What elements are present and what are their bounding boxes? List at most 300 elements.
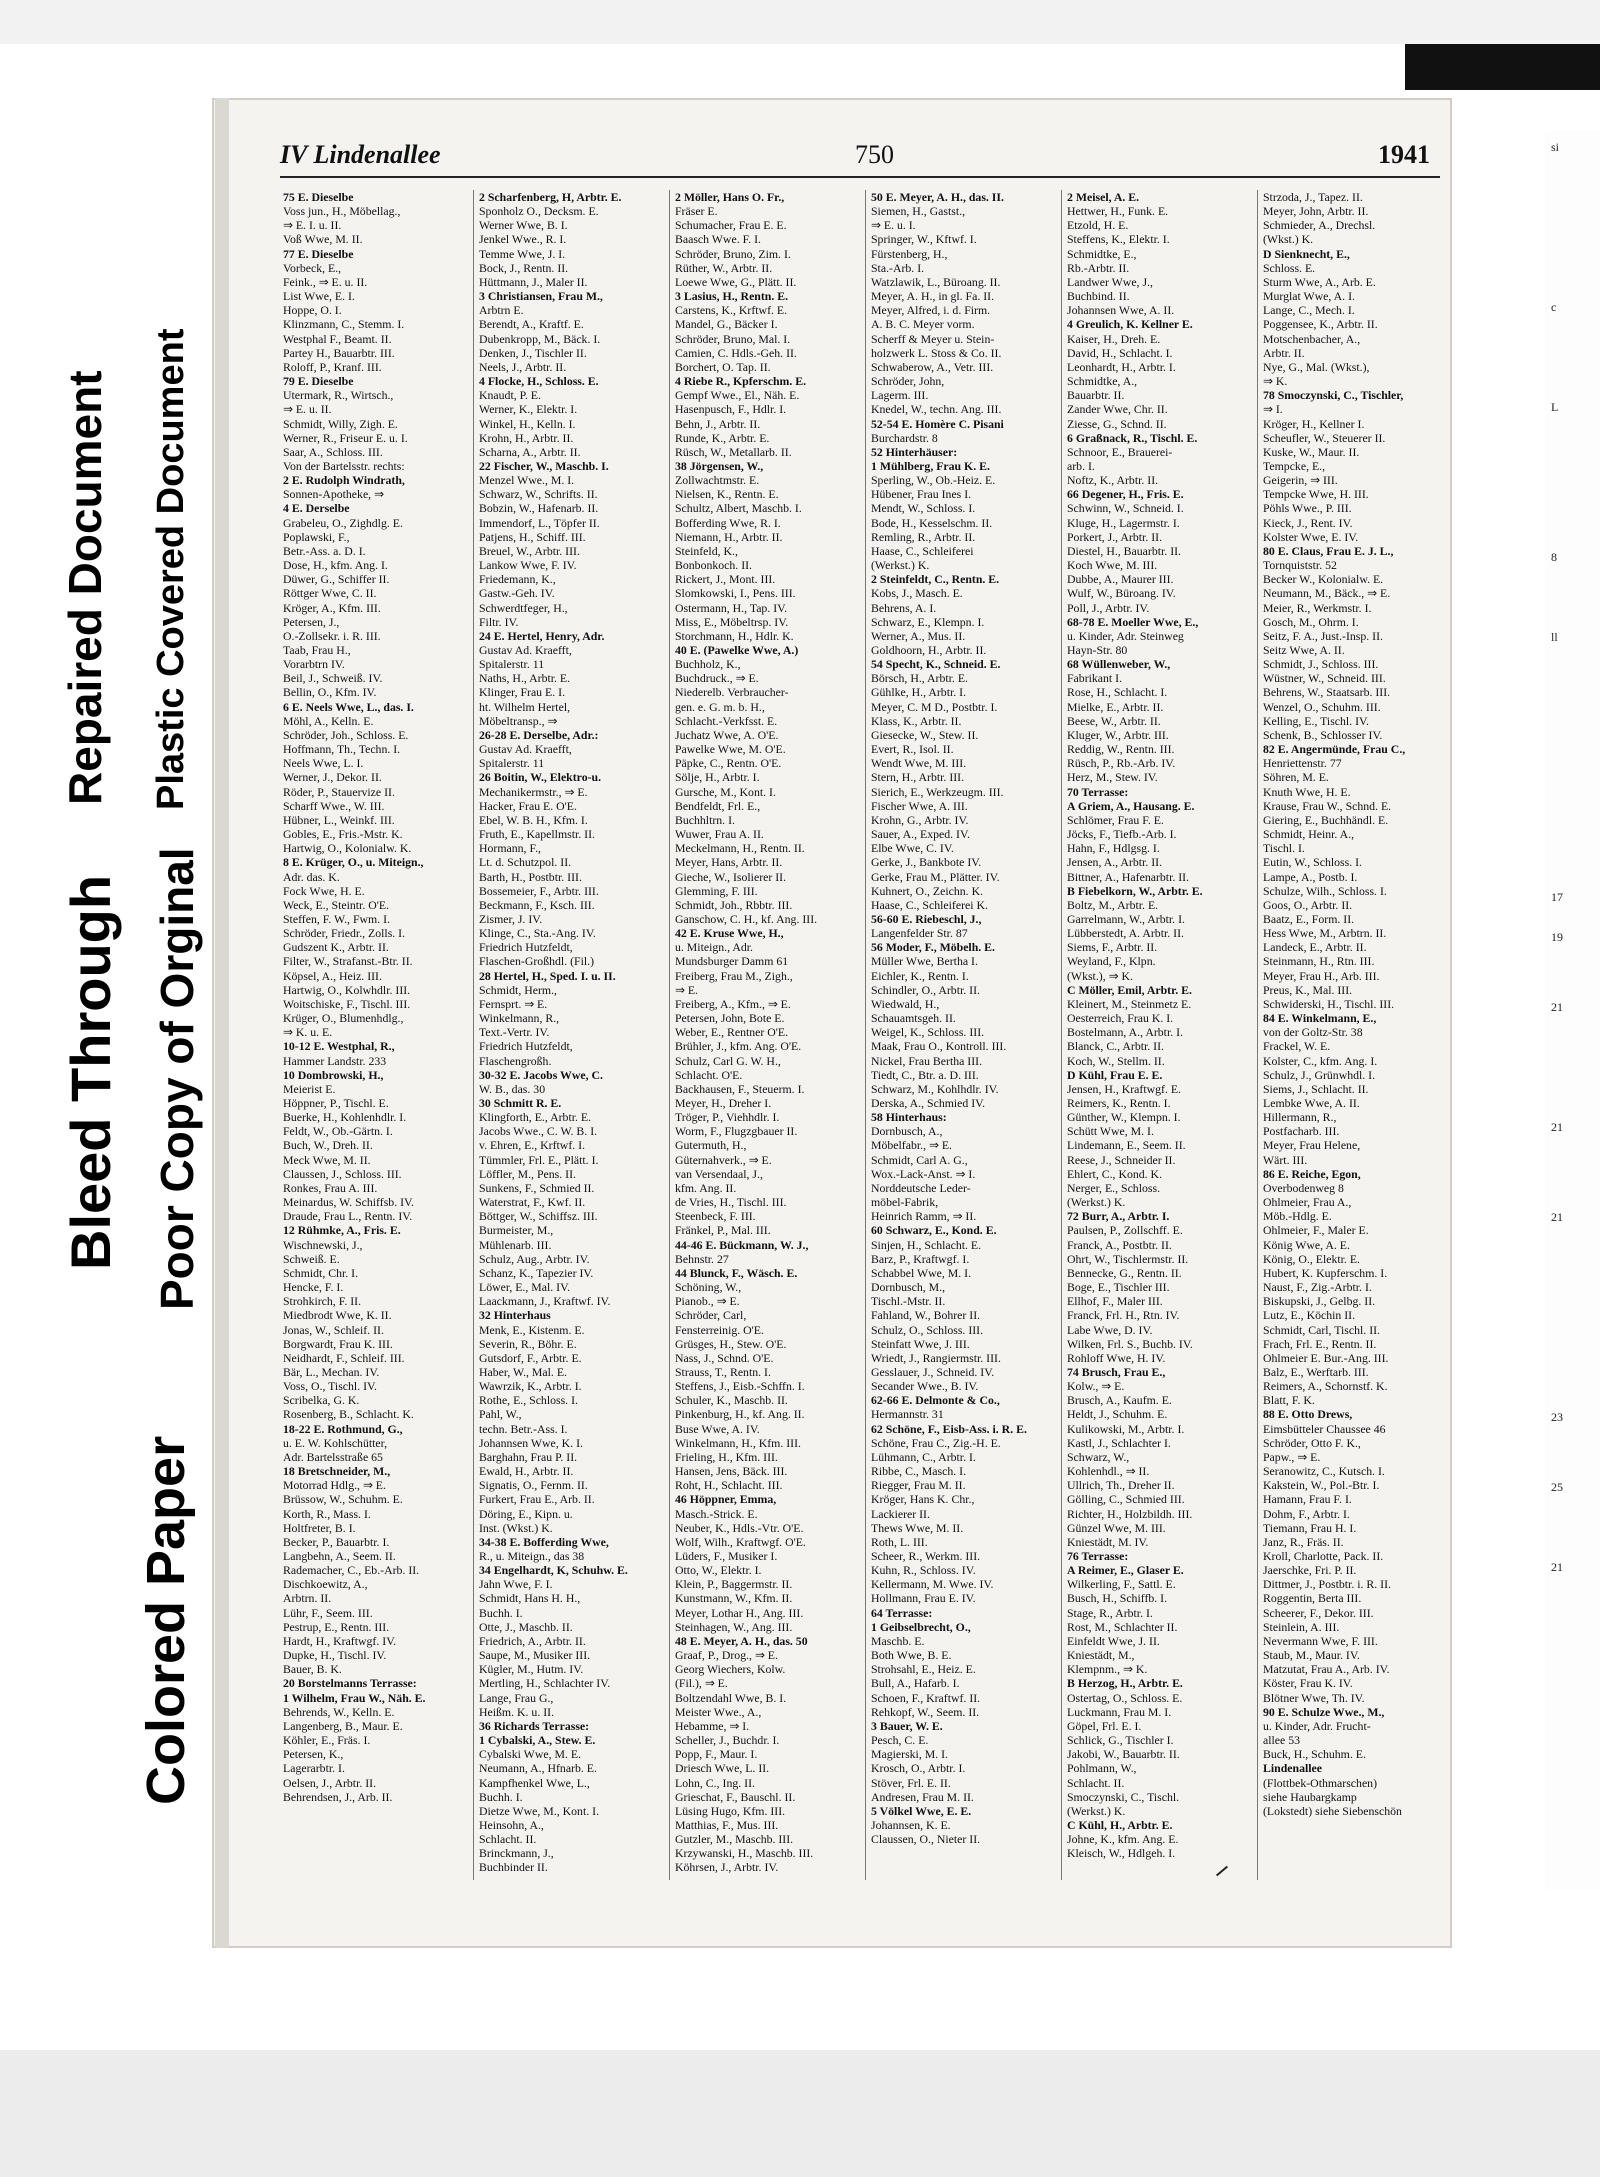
directory-entry: Hermannstr. 31 [871, 1407, 944, 1422]
directory-entry: Strzoda, J., Tapez. II. [1263, 190, 1363, 204]
directory-entry: Wulf, W., Büroang. IV. [1067, 586, 1176, 601]
directory-entry: Steffens, J., Eisb.-Schffn. I. [675, 1379, 805, 1394]
directory-entry: Schlacht. O'E. [675, 1067, 743, 1082]
directory-entry: Nielsen, K., Rentn. E. [675, 487, 779, 502]
directory-entry: Köhler, E., Fräs. I. [283, 1733, 371, 1748]
margin-fragment: 25 [1551, 1480, 1563, 1494]
directory-entry: Kleinert, M., Steinmetz E. [1067, 996, 1192, 1011]
directory-entry: Luckmann, Frau M. I. [1067, 1704, 1172, 1719]
directory-entry: Siemen, H., Gastst., [871, 204, 966, 219]
directory-entry: Maak, Frau O., Kontroll. III. [871, 1039, 1007, 1054]
directory-entry: Schöning, W., [675, 1280, 742, 1295]
directory-entry: Haase, C., Schleiferei K. [871, 897, 988, 912]
directory-entry: 32 Hinterhaus [479, 1308, 551, 1323]
directory-entry: Langbehn, A., Seem. II. [283, 1549, 396, 1563]
page-binding-edge [215, 98, 229, 1948]
directory-entry: Laackmann, J., Kraftwf. IV. [479, 1294, 611, 1309]
directory-entry: Hettwer, H., Funk. E. [1067, 204, 1169, 219]
directory-entry: Bauer, B. K. [283, 1662, 342, 1677]
directory-entry: Meierist E. [283, 1081, 336, 1096]
directory-entry: Krüger, O., Blumenhdlg., [283, 1011, 404, 1026]
directory-entry: Schmidt, Willy, Zigh. E. [283, 416, 398, 431]
directory-entry: 50 E. Meyer, A. H., das. II. [871, 190, 1004, 204]
directory-entry: Rohloff Wwe, H. IV. [1067, 1350, 1166, 1365]
directory-entry: Adr. Bartelsstraße 65 [283, 1449, 383, 1464]
directory-entry: 54 Specht, K., Schneid. E. [871, 657, 1001, 672]
directory-entry: Barghahn, Frau P. II. [479, 1449, 578, 1464]
directory-entry: Steenbeck, F. III. [675, 1209, 756, 1224]
directory-entry: Staub, M., Maur. IV. [1263, 1648, 1360, 1663]
directory-entry: Dornbusch, M., [871, 1280, 946, 1295]
directory-entry: 52-54 E. Homère C. Pisani [871, 416, 1004, 431]
directory-entry: Schoen, F., Kraftwf. II. [871, 1690, 981, 1705]
directory-entry: Schwarz, M., Kohlhdlr. IV. [871, 1081, 999, 1096]
directory-entry: Hacker, Frau E. O'E. [479, 798, 577, 813]
directory-entry: Rüsch, W., Metallarb. II. [675, 444, 792, 459]
directory-entry: gen. e. G. m. b. H., [675, 699, 765, 714]
margin-fragment: 21 [1551, 1000, 1563, 1014]
directory-entry: Buchhltrn. I. [675, 812, 735, 827]
directory-entry: Neumann, A., Hfnarb. E. [479, 1761, 597, 1776]
directory-entry: Kampfhenkel Wwe, L., [479, 1775, 590, 1790]
directory-entry: Juchatz Wwe, A. O'E. [675, 727, 779, 742]
directory-entry: Pawelke Wwe, M. O'E. [675, 742, 786, 757]
directory-entry: Leonhardt, H., Arbtr. I. [1067, 359, 1176, 374]
directory-entry: van Versendaal, J., [675, 1166, 763, 1181]
directory-entry: David, H., Schlacht. I. [1067, 345, 1173, 360]
directory-entry: Schindler, O., Arbtr. II. [871, 982, 980, 997]
directory-entry: A Griem, A., Hausang. E. [1067, 798, 1195, 813]
directory-entry: Blanck, C., Arbtr. II. [1067, 1039, 1164, 1054]
directory-entry: Schlömer, Frau F. E. [1067, 812, 1164, 827]
margin-fragment: c [1551, 300, 1557, 314]
directory-entry: Baasch Wwe. F. I. [675, 232, 761, 247]
directory-entry: Beese, W., Arbtr. II. [1067, 713, 1161, 728]
directory-entry: 1 Wilhelm, Frau W., Näh. E. [283, 1690, 426, 1705]
directory-entry: Koch, W., Stellm. II. [1067, 1053, 1165, 1068]
directory-entry: Kulikowski, M., Arbtr. I. [1067, 1421, 1185, 1436]
directory-entry: Becker W., Kolonialw. E. [1263, 572, 1384, 587]
directory-entry: 1 Mühlberg, Frau K. E. [871, 458, 990, 473]
directory-entry: Mendt, W., Schloss. I. [871, 501, 976, 516]
directory-entry: Scribelka, G. K. [283, 1393, 360, 1408]
directory-entry: 66 Degener, H., Fris. E. [1067, 487, 1184, 502]
directory-entry: 62 Schöne, F., Eisb-Ass. i. R. E. [871, 1421, 1027, 1436]
margin-fragment: 21 [1551, 1560, 1563, 1574]
directory-entry: Voss, O., Tischl. IV. [283, 1379, 377, 1394]
directory-entry: A Reimer, E., Glaser E. [1067, 1563, 1184, 1578]
directory-entry: Dittmer, J., Postbtr. i. R. II. [1263, 1577, 1391, 1592]
directory-entry: u. Kinder, Adr. Steinweg [1067, 628, 1184, 643]
directory-entry: Heldt, J., Schuhm. E. [1067, 1407, 1168, 1422]
directory-entry: Klinzmann, C., Stemm. I. [283, 317, 405, 332]
directory-entry: Gobles, E., Fris.-Mstr. K. [283, 827, 403, 842]
directory-entry: Geigerin, ⇒ III. [1263, 473, 1338, 488]
directory-entry: Poplawski, F., [283, 529, 350, 544]
directory-entry: 40 E. (Pawelke Wwe, A.) [675, 643, 799, 657]
directory-entry: Georg Wiechers, Kolw. [675, 1662, 786, 1677]
directory-entry: Meyer, Frau Helene, [1263, 1138, 1361, 1153]
directory-entry: 52 Hinterhäuser: [871, 444, 958, 459]
directory-entry: Partey H., Bauarbtr. III. [283, 345, 395, 360]
directory-entry: 4 E. Derselbe [283, 501, 350, 516]
directory-entry: Draude, Frau L., Rentn. IV. [283, 1209, 413, 1224]
directory-entry: W. B., das. 30 [479, 1081, 546, 1096]
directory-entry: Scheerer, F., Dekor. III. [1263, 1605, 1374, 1620]
directory-entry: Goldhoorn, H., Arbtr. II. [871, 643, 987, 657]
directory-entry: Buchh. I. [479, 1605, 523, 1620]
column-divider [669, 190, 670, 1880]
directory-entry: Janz, R., Fräs. II. [1263, 1534, 1344, 1549]
directory-entry: Schröder, Friedr., Zolls. I. [283, 926, 406, 941]
directory-entry: Kolw., ⇒ E. [1067, 1379, 1125, 1394]
directory-entry: Hoffmann, Th., Techn. I. [283, 742, 401, 757]
directory-entry: von der Goltz-Str. 38 [1263, 1025, 1363, 1040]
directory-entry: Elbe Wwe, C. IV. [871, 841, 954, 856]
directory-entry: Schöne, Frau C., Zig.-H. E. [871, 1435, 1001, 1450]
directory-entry: Johannsen Wwe, A. II. [1067, 303, 1175, 318]
directory-entry: Roht, H., Schlacht. III. [675, 1478, 783, 1493]
directory-entry: 56 Moder, F., Möbelh. E. [871, 940, 995, 955]
directory-entry: Schröder, Carl, [675, 1308, 747, 1323]
directory-entry: Jensen, A., Arbtr. II. [1067, 855, 1163, 870]
directory-entry: Lübberstedt, A. Arbtr. II. [1067, 926, 1184, 941]
directory-entry: 60 Schwarz, E., Kond. E. [871, 1223, 997, 1238]
directory-entry: Gieche, W., Isolierer II. [675, 869, 787, 884]
directory-entry: 26-28 E. Derselbe, Adr.: [479, 727, 599, 742]
directory-entry: Kroll, Charlotte, Pack. II. [1263, 1549, 1384, 1563]
directory-entry: Labe Wwe, D. IV. [1067, 1322, 1153, 1337]
directory-entry: u. Miteign., Adr. [675, 940, 753, 955]
directory-entry: Norddeutsche Leder- [871, 1180, 971, 1195]
directory-entry: 74 Brusch, Frau E., [1067, 1364, 1166, 1379]
directory-entry: Dietze Wwe, M., Kont. I. [479, 1803, 600, 1818]
directory-entry: Sonnen-Apotheke, ⇒ [283, 487, 384, 502]
directory-entry: Fernsprt. ⇒ E. [479, 996, 548, 1011]
directory-entry: Vorarbtrn IV. [283, 657, 345, 672]
directory-entry: Meier, R., Werkmstr. I. [1263, 600, 1372, 615]
directory-entry: Henriettenstr. 77 [1263, 756, 1342, 771]
directory-entry: 70 Terrasse: [1067, 784, 1129, 799]
directory-entry: Naust, F., Zig.-Arbtr. I. [1263, 1280, 1372, 1295]
directory-entry: 44 Blunck, F., Wäsch. E. [675, 1265, 798, 1280]
directory-entry: Meyer, H., Dreher I. [675, 1096, 772, 1110]
directory-entry: Gutzler, M., Maschb. III. [675, 1832, 794, 1847]
directory-entry: Baatz, E., Form. II. [1263, 911, 1355, 926]
directory-entry: Böttger, W., Schiffsz. III. [479, 1209, 598, 1224]
directory-entry: Garrelmann, W., Arbtr. I. [1067, 911, 1185, 926]
directory-entry: Johannsen, K. E. [871, 1817, 951, 1832]
column-4 [871, 190, 1057, 1880]
directory-entry: Bonbonkoch. II. [675, 558, 752, 573]
directory-entry: Meinardus, W. Schiffsb. IV. [283, 1195, 414, 1210]
directory-entry: u. E. W. Kohlschütter, [283, 1435, 388, 1450]
directory-entry: Nevermann Wwe, F. III. [1263, 1633, 1378, 1648]
directory-entry: Bock, J., Rentn. II. [479, 260, 569, 275]
directory-entry: Riegger, Frau M. II. [871, 1478, 966, 1493]
directory-entry: Schmidt, Carl, Tischl. II. [1263, 1322, 1380, 1337]
directory-entry: Wuwer, Frau A. II. [675, 827, 764, 842]
directory-entry: Runde, K., Arbtr. E. [675, 430, 770, 445]
directory-entry: Schultz, Albert, Maschb. I. [675, 501, 802, 516]
directory-entry: Poggensee, K., Arbtr. II. [1263, 317, 1378, 332]
directory-entry: Otte, J., Maschb. II. [479, 1619, 573, 1634]
directory-entry: Smoczynski, C., Tischl. [1067, 1789, 1180, 1804]
margin-fragment: 21 [1551, 1120, 1563, 1134]
directory-entry: Gempf Wwe., El., Näh. E. [675, 388, 800, 403]
directory-entry: Kröger, A., Kfm. III. [283, 600, 381, 615]
directory-entry: D Sienknecht, E., [1263, 246, 1350, 261]
directory-entry: Lutz, E., Köchin II. [1263, 1308, 1356, 1323]
directory-entry: 34-38 E. Bofferding Wwe, [479, 1534, 609, 1549]
directory-entry: Meyer, C. M D., Postbtr. I. [871, 699, 998, 714]
directory-entry: Waterstrat, F., Kwf. II. [479, 1195, 586, 1210]
directory-entry: Hebamme, ⇒ I. [675, 1718, 750, 1733]
scan-bottom-band [0, 2050, 1600, 2177]
directory-entry: Herz, M., Stew. IV. [1067, 770, 1158, 785]
directory-entry: Gerke, J., Bankbote IV. [871, 855, 982, 870]
directory-entry: Klinger, Frau E. I. [479, 685, 566, 700]
directory-entry: Lackierer II. [871, 1506, 930, 1521]
directory-entry: holzwerk L. Stoss & Co. II. [871, 345, 1002, 360]
directory-entry: Springer, W., Kftwf. I. [871, 232, 977, 247]
directory-entry: Schanz, K., Tapezier IV. [479, 1265, 594, 1280]
directory-entry: Wilken, Frl. S., Buchb. IV. [1067, 1336, 1193, 1351]
directory-entry: Köpsel, A., Heiz. III. [283, 968, 382, 983]
directory-entry: (Wkst.), ⇒ K. [1067, 968, 1133, 983]
directory-entry: Lohn, C., Ing. II. [675, 1775, 755, 1790]
directory-entry: König, O., Elektr. E. [1263, 1251, 1360, 1266]
directory-entry: Gesslauer, J., Schneid. IV. [871, 1364, 995, 1379]
column-6 [1263, 190, 1449, 1880]
directory-entry: Miedbrodt Wwe, K. II. [283, 1308, 392, 1323]
column-divider [473, 190, 474, 1880]
directory-entry: Flaschengroßh. [479, 1053, 552, 1068]
directory-entry: Inst. (Wkst.) K. [479, 1520, 553, 1535]
directory-entry: Schwarz, E., Klempn. I. [871, 614, 985, 629]
directory-entry: Scherff & Meyer u. Stein- [871, 331, 995, 346]
directory-entry: Gudszent K., Arbtr. II. [283, 940, 389, 955]
directory-entry: Petersen, J., [283, 614, 340, 629]
directory-entry: Voß Wwe, M. II. [283, 232, 363, 247]
directory-entry: Ewald, H., Arbtr. II. [479, 1464, 574, 1479]
directory-entry: (Werkst.) K. [871, 558, 930, 573]
directory-entry: Kohlenhdl., ⇒ II. [1067, 1464, 1150, 1479]
directory-entry: Claussen, O., Nieter II. [871, 1832, 981, 1847]
directory-entry: Jöcks, F., Tiefb.-Arb. I. [1067, 827, 1177, 842]
directory-entry: Bostelmann, A., Arbtr. I. [1067, 1025, 1183, 1040]
margin-fragment: 23 [1551, 1410, 1563, 1424]
directory-entry: Severin, R., Böhr. E. [479, 1336, 577, 1351]
directory-entry: Jaerschke, Fri. P. II. [1263, 1563, 1357, 1578]
directory-entry: ⇒ I. [1263, 402, 1283, 417]
directory-entry: Postfacharb. III. [1263, 1124, 1340, 1139]
directory-entry: Derska, A., Schmied IV. [871, 1096, 986, 1110]
directory-entry: Korth, R., Mass. I. [283, 1506, 371, 1521]
directory-entry: Meck Wwe, M. II. [283, 1152, 371, 1167]
margin-fragment: ll [1551, 630, 1558, 644]
directory-entry: Camien, C. Hdls.-Geh. II. [675, 345, 797, 360]
directory-entry: Rademacher, C., Eb.-Arb. II. [283, 1563, 420, 1578]
column-divider [865, 190, 866, 1880]
directory-entry: Tischl.-Mstr. II. [871, 1294, 946, 1309]
directory-entry: ⇒ E. u. II. [283, 402, 332, 417]
directory-entry: Behrends, W., Kelln. E. [283, 1704, 395, 1719]
directory-entry: Jonas, W., Schleif. II. [283, 1322, 384, 1337]
directory-entry: Arbtr. II. [1263, 345, 1305, 360]
directory-entry: Busch, H., Schiffb. I. [1067, 1591, 1168, 1606]
directory-entry: Glemming, F. III. [675, 883, 758, 898]
directory-entry: Buch, W., Dreh. II. [283, 1138, 373, 1153]
directory-entry: Jakobi, W., Bauarbtr. II. [1067, 1747, 1180, 1762]
directory-entry: (Fil.), ⇒ E. [675, 1676, 728, 1691]
directory-entry: Schmidt, J., Schloss. III. [1263, 657, 1379, 672]
directory-entry: Niemann, H., Arbtr. II. [675, 529, 783, 544]
directory-entry: Evert, R., Isol. II. [871, 742, 954, 757]
directory-entry: Krause, Frau W., Schnd. E. [1263, 798, 1392, 813]
directory-entry: Tischl. I. [1263, 841, 1305, 856]
directory-entry: Reimers, A., Schornstf. K. [1263, 1379, 1388, 1394]
directory-entry: Tornquiststr. 52 [1263, 558, 1337, 573]
directory-entry: Wüstner, W., Schneid. III. [1263, 671, 1386, 686]
directory-entry: 72 Burr, A., Arbtr. I. [1067, 1209, 1170, 1224]
directory-entry: Lankow Wwe, F. IV. [479, 558, 577, 573]
directory-entry: B Herzog, H., Arbtr. E. [1067, 1676, 1183, 1691]
directory-entry: Hartwig, O., Kolonialw. K. [283, 841, 412, 856]
directory-entry: Vorbeck, E., [283, 260, 342, 275]
directory-entry: Schröder, Bruno, Zim. I. [675, 246, 791, 261]
directory-entry: Steinfatt Wwe, J. III. [871, 1336, 970, 1351]
directory-entry: Lüders, F., Musiker I. [675, 1549, 778, 1563]
directory-entry: Naths, H., Arbtr. E. [479, 671, 571, 686]
directory-entry: Ronkes, Frau A. III. [283, 1180, 378, 1195]
directory-entry: Schulz, O., Schloss. III. [871, 1322, 984, 1337]
directory-entry: Kröger, H., Kellner I. [1263, 416, 1365, 431]
directory-entry: Schulz, J., Grünwhdl. I. [1263, 1067, 1376, 1082]
directory-entry: 12 Rühmke, A., Fris. E. [283, 1223, 401, 1238]
directory-entry: Behn, J., Arbtr. II. [675, 416, 761, 431]
directory-entry: Brühler, J., kfm. Ang. O'E. [675, 1039, 802, 1054]
column-5 [1067, 190, 1253, 1880]
directory-entry: Porkert, J., Arbtr. II. [1067, 529, 1163, 544]
directory-entry: Werner, A., Mus. II. [871, 628, 966, 643]
directory-entry: 90 E. Schulze Wwe., M., [1263, 1704, 1385, 1719]
directory-entry: Poll, J., Arbtr. IV. [1067, 600, 1150, 615]
directory-entry: Zollwachtmstr. E. [675, 473, 760, 488]
margin-fragment: L [1551, 400, 1559, 414]
label-plastic-covered: Plastic Covered Document [150, 328, 192, 810]
directory-entry: Kellermann, M. Wwe. IV. [871, 1577, 994, 1592]
margin-fragment: 17 [1551, 890, 1563, 904]
directory-entry: 10-12 E. Westphal, R., [283, 1039, 395, 1054]
directory-entry: Schumacher, Frau E. E. [675, 218, 787, 233]
directory-entry: Feldt, W., Ob.-Gärtn. I. [283, 1124, 393, 1139]
directory-entry: Matzutat, Frau A., Arb. IV. [1263, 1662, 1390, 1677]
directory-entry: Köhrsen, J., Arbtr. IV. [675, 1860, 779, 1875]
directory-entry: Friedrich Hutzfeldt, [479, 1039, 573, 1054]
label-bleed-through: Bleed Through [59, 874, 122, 1270]
directory-entry: Stöver, Frl. E. II. [871, 1775, 951, 1790]
directory-entry: Schmieder, A., Drechsl. [1263, 218, 1376, 233]
directory-entry: Brusch, A., Kaufm. E. [1067, 1393, 1172, 1408]
directory-entry: Schröder, Joh., Schloss. E. [283, 727, 409, 742]
directory-entry: Schmidt, Chr. I. [283, 1265, 359, 1280]
directory-entry: Magierski, M. I. [871, 1747, 948, 1762]
directory-entry: Borchert, O. Tap. II. [675, 359, 771, 374]
directory-entry: Schröder, John, [871, 374, 945, 389]
directory-entry: Schenk, B., Schlosser IV. [1263, 727, 1383, 742]
directory-entry: 3 Bauer, W. E. [871, 1718, 943, 1733]
directory-entry: Winkelmann, H., Kfm. III. [675, 1435, 801, 1450]
directory-entry: Stern, H., Arbtr. III. [871, 770, 965, 785]
directory-entry: Möbelfabr., ⇒ E. [871, 1138, 952, 1153]
directory-entry: Fischer Wwe, A. III. [871, 798, 968, 813]
directory-entry: Pianob., ⇒ E. [675, 1294, 740, 1309]
directory-entry: Text.-Vertr. IV. [479, 1025, 550, 1040]
directory-entry: Scheufler, W., Steuerer II. [1263, 430, 1386, 445]
directory-entry: Krohn, G., Arbtr. IV. [871, 812, 969, 827]
directory-entry: R., u. Miteign., das 38 [479, 1549, 585, 1563]
directory-entry: 44-46 E. Bückmann, W. J., [675, 1237, 809, 1252]
directory-entry: Löwer, E., Mal. IV. [479, 1280, 571, 1295]
directory-entry: 75 E. Dieselbe [283, 190, 354, 204]
directory-entry: ⇒ E. u. I. [871, 218, 916, 233]
directory-entry: Knaudt, P. E. [479, 388, 541, 403]
directory-entry: Schwerdtfeger, H., [479, 600, 568, 615]
directory-entry: Richter, H., Holzbildh. III. [1067, 1506, 1193, 1521]
directory-entry: List Wwe, E. I. [283, 289, 355, 304]
directory-entry: Ribbe, C., Masch. I. [871, 1464, 967, 1479]
directory-entry: Nerger, E., Schloss. [1067, 1180, 1161, 1195]
directory-entry: 28 Hertel, H., Sped. I. u. II. [479, 968, 616, 983]
directory-entry: Franck, Frl. H., Rtn. IV. [1067, 1308, 1180, 1323]
directory-entry: Meckelmann, H., Rentn. II. [675, 841, 805, 856]
directory-entry: Both Wwe, B. E. [871, 1648, 952, 1663]
directory-entry: Lühmann, C., Arbtr. I. [871, 1449, 976, 1464]
directory-entry: 46 Höppner, Emma, [675, 1492, 777, 1507]
directory-entry: 80 E. Claus, Frau E. J. L., [1263, 543, 1394, 558]
directory-entry: möbel-Fabrik, [871, 1195, 939, 1210]
directory-entry: Denken, J., Tischler II. [479, 345, 587, 360]
directory-entry: Taab, Frau H., [283, 643, 351, 657]
directory-entry: Franck, A., Postbtr. II. [1067, 1237, 1172, 1252]
directory-entry: 5 Völkel Wwe, E. E. [871, 1803, 972, 1818]
column-2 [479, 190, 665, 1880]
directory-entry: Ziesse, G., Schnd. II. [1067, 416, 1167, 431]
directory-entry: Möb.-Hdlg. E. [1263, 1209, 1332, 1224]
directory-entry: Buchbinder II. [479, 1860, 548, 1875]
directory-entry: Biskupski, J., Gelbg. II. [1263, 1294, 1376, 1309]
directory-entry: Dischkoewitz, A., [283, 1577, 368, 1592]
directory-entry: Petersen, K., [283, 1747, 344, 1762]
directory-entry: 68 Wüllenweber, W., [1067, 657, 1171, 672]
directory-entry: Cybalski Wwe, M. E. [479, 1747, 582, 1762]
directory-entry: Dubbe, A., Maurer III. [1067, 572, 1174, 587]
directory-entry: Pesch, C. E. [871, 1733, 929, 1748]
directory-entry: Hess Wwe, M., Arbtrn. II. [1263, 926, 1387, 941]
directory-entry: Schnoor, E., Brauerei- [1067, 444, 1173, 459]
directory-entry: Pöhls Wwe., P. III. [1263, 501, 1352, 516]
directory-entry: Röder, P., Stauervize II. [283, 784, 395, 799]
directory-entry: Sinjen, H., Schlacht. E. [871, 1237, 982, 1252]
directory-entry: Schmidt, Joh., Rbbtr. III. [675, 897, 793, 912]
directory-entry: Gühlke, H., Arbtr. I. [871, 685, 967, 700]
directory-entry: Schulz, Carl G. W. H., [675, 1053, 781, 1068]
directory-entry: Claussen, J., Schloss. III. [283, 1166, 402, 1181]
directory-entry: Ohlmeier, Frau A., [1263, 1195, 1352, 1210]
directory-entry: Utermark, R., Wirtsch., [283, 388, 394, 403]
directory-entry: Wärt. III. [1263, 1152, 1308, 1167]
